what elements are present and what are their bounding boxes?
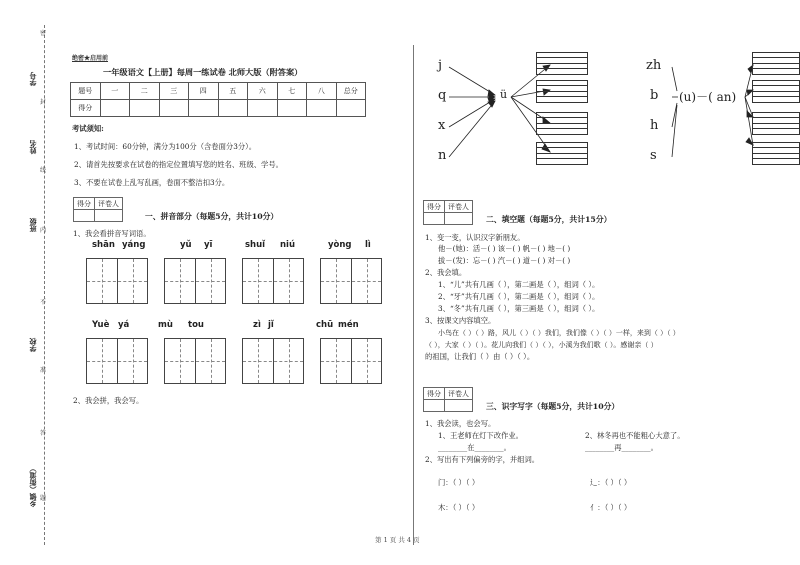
section3-blank[interactable]: ________再________。: [585, 443, 658, 452]
answer-stack[interactable]: [752, 80, 800, 103]
writing-grid[interactable]: [86, 338, 148, 384]
pinyin-label: yáng: [122, 240, 146, 250]
answer-stack[interactable]: [752, 52, 800, 75]
radical-item[interactable]: 门：（ ）（ ）: [438, 478, 480, 487]
section2-scorebox: [423, 200, 473, 225]
writing-grid[interactable]: [320, 338, 382, 384]
writing-grid[interactable]: [164, 338, 226, 384]
score-col-header: 题号: [71, 83, 101, 100]
score-label: 得分: [424, 201, 445, 213]
score-col-header: 三: [159, 83, 189, 100]
radical-item[interactable]: 亻：（ ）（ ）: [590, 503, 632, 512]
note-item: 3、不要在试卷上乱写乱画，卷面不整洁扣3分。: [74, 178, 230, 187]
school-label: 学校: [28, 338, 37, 352]
initial-letter: b: [650, 88, 659, 103]
answer-stack[interactable]: [536, 52, 588, 75]
score-col-header: 四: [189, 83, 219, 100]
note-item: 2、请首先按要求在试卷的指定位置填写您的姓名、班级、学号。: [74, 160, 283, 169]
score-cell[interactable]: [159, 100, 189, 117]
score-label: 得分: [424, 388, 445, 400]
pinyin-label: tou: [188, 320, 204, 330]
pinyin-label: chū: [316, 320, 334, 330]
seal-mark: 线: [40, 167, 47, 174]
initial-letter: h: [650, 118, 659, 133]
score-cell[interactable]: [336, 100, 366, 117]
score-cell[interactable]: [424, 213, 445, 225]
section3-line: 2、写出有下列偏旁的字，并组词。: [425, 455, 540, 464]
pinyin-label: zì: [253, 320, 261, 330]
pinyin-label: mén: [338, 320, 359, 330]
section3-line: 1、我会读，也会写。: [425, 419, 496, 428]
score-col-header: 六: [248, 83, 278, 100]
pinyin-label: shuǐ: [245, 240, 266, 250]
seal-mark: 准: [40, 367, 47, 374]
grader-label: 评卷人: [95, 198, 123, 210]
final-u-umlaut: ü: [500, 88, 508, 101]
section3-line: 1、王老师在灯下改作业。: [438, 431, 523, 440]
answer-stack[interactable]: [536, 142, 588, 165]
score-cell[interactable]: [424, 400, 445, 412]
answer-stack[interactable]: [752, 142, 800, 165]
writing-grid[interactable]: [164, 258, 226, 304]
writing-grid[interactable]: [320, 258, 382, 304]
section2-line: 1、“儿”共有几画（ ），第二画是（ ），组词（ ）。: [438, 280, 600, 289]
score-col-header: 五: [218, 83, 248, 100]
township-label: 乡镇（街道）: [28, 465, 37, 507]
score-cell[interactable]: [277, 100, 307, 117]
initial-letter: zh: [646, 58, 662, 73]
section1-q1: 1、我会看拼音写词语。: [73, 229, 151, 238]
seal-mark: 答: [40, 430, 47, 437]
writing-grid[interactable]: [242, 258, 304, 304]
column-divider: [413, 45, 414, 545]
score-cell[interactable]: [130, 100, 160, 117]
writing-grid[interactable]: [242, 338, 304, 384]
score-cell[interactable]: [307, 100, 337, 117]
seal-mark: 不: [40, 299, 47, 306]
answer-stack[interactable]: [752, 112, 800, 135]
grader-cell[interactable]: [445, 400, 473, 412]
section2-line: （ ），大家（ ）（ ）。花儿向我们（ ）（ ），小溪为我们歌（ ）。感谢亲（ ）: [425, 341, 658, 349]
score-col-header: 一: [100, 83, 130, 100]
section3-blank[interactable]: ________在________。: [438, 443, 511, 452]
initial-letter: n: [438, 148, 447, 163]
section2-line: 3、按课文内容填空。: [425, 316, 496, 325]
pinyin-spelling-diagram: [415, 45, 800, 170]
page-number: 第 1 页 共 4 页: [375, 536, 420, 544]
pinyin-label: Yuè: [92, 320, 110, 330]
seal-mark: 密: [40, 30, 47, 37]
seal-mark: 封: [40, 99, 47, 106]
initial-letter: x: [438, 118, 446, 133]
section2-line: 2、我会填。: [425, 268, 467, 277]
pinyin-label: niú: [280, 240, 296, 250]
section1-title: 一、拼音部分（每题5分，共计10分）: [145, 212, 279, 221]
initial-letter: s: [650, 148, 657, 163]
score-cell[interactable]: [74, 210, 95, 222]
name-label: 姓名: [28, 140, 37, 154]
section1-q2: 2、我会拼，我会写。: [73, 396, 144, 405]
note-item: 1、考试时间：60分钟，满分为100分（含卷面分3分）。: [74, 142, 257, 151]
radical-item[interactable]: 辶：（ ）（ ）: [590, 478, 632, 487]
initial-letter: j: [438, 58, 443, 73]
pinyin-label: yòng: [328, 240, 352, 250]
section3-line: 2、林冬再也不能粗心大意了。: [585, 431, 685, 440]
section2-line: 1、变一变，认识汉字新朋友。: [425, 233, 525, 242]
pinyin-label: shān: [92, 240, 115, 250]
score-label: 得分: [74, 198, 95, 210]
grader-label: 评卷人: [445, 201, 473, 213]
score-cell[interactable]: [189, 100, 219, 117]
pinyin-label: yá: [118, 320, 130, 330]
pinyin-label: mù: [158, 320, 173, 330]
page-title: 一年级语文【上册】每周一练试卷 北师大版（附答案）: [103, 67, 303, 77]
score-row-label: 得分: [71, 100, 101, 117]
writing-grid[interactable]: [86, 258, 148, 304]
radical-item[interactable]: 木：（ ）（ ）: [438, 503, 480, 512]
section2-line: 的祖国，让我们（ ）由（ ）（ ）。: [425, 352, 535, 361]
confidential-watermark: 绝密★启用前: [72, 55, 109, 62]
grader-label: 评卷人: [445, 388, 473, 400]
score-col-header: 总分: [336, 83, 366, 100]
student-id-label: 学号: [28, 72, 37, 86]
answer-stack[interactable]: [536, 80, 588, 103]
section3-scorebox: [423, 387, 473, 412]
seal-mark: 内: [40, 227, 47, 234]
pinyin-label: yǔ: [180, 240, 192, 250]
section1-scorebox: [73, 197, 123, 222]
score-cell[interactable]: [100, 100, 130, 117]
pinyin-label: jǐ: [268, 320, 274, 330]
notes-heading: 考试须知:: [72, 124, 104, 133]
final-u-an: (u)－( an): [679, 90, 737, 104]
section2-line: 2、“牙”共有几画（ ），第二画是（ ），组词（ ）。: [438, 292, 600, 301]
section2-line: 小鸟在（ ）（ ）路，风儿（ ）（ ）我们，我们像（ ）（ ）一样，来到（ ）（ ）: [438, 329, 680, 337]
answer-stack[interactable]: [536, 112, 588, 135]
seal-mark: 题: [40, 495, 47, 502]
pinyin-label: lì: [365, 240, 371, 250]
pinyin-label: yī: [204, 240, 213, 250]
section2-line: 他－(她)：活－( ) 该－( ) 帆－( ) 地－( ): [438, 244, 571, 253]
section2-line: 3、“冬”共有几画（ ），第三画是（ ），组词（ ）。: [438, 304, 600, 313]
grader-cell[interactable]: [95, 210, 123, 222]
score-col-header: 八: [307, 83, 337, 100]
score-col-header: 二: [130, 83, 160, 100]
section3-title: 三、识字写字（每题5分，共计10分）: [486, 402, 620, 411]
initial-letter: q: [438, 88, 447, 103]
score-cell[interactable]: [248, 100, 278, 117]
score-cell[interactable]: [218, 100, 248, 117]
grader-cell[interactable]: [445, 213, 473, 225]
section2-line: 拔－(发)：忘－( ) 汽－( ) 道－( ) 对－( ): [438, 256, 571, 265]
score-table: [70, 82, 366, 117]
section2-title: 二、填空题（每题5分，共计15分）: [486, 215, 612, 224]
score-col-header: 七: [277, 83, 307, 100]
class-label: 班级: [28, 218, 37, 232]
